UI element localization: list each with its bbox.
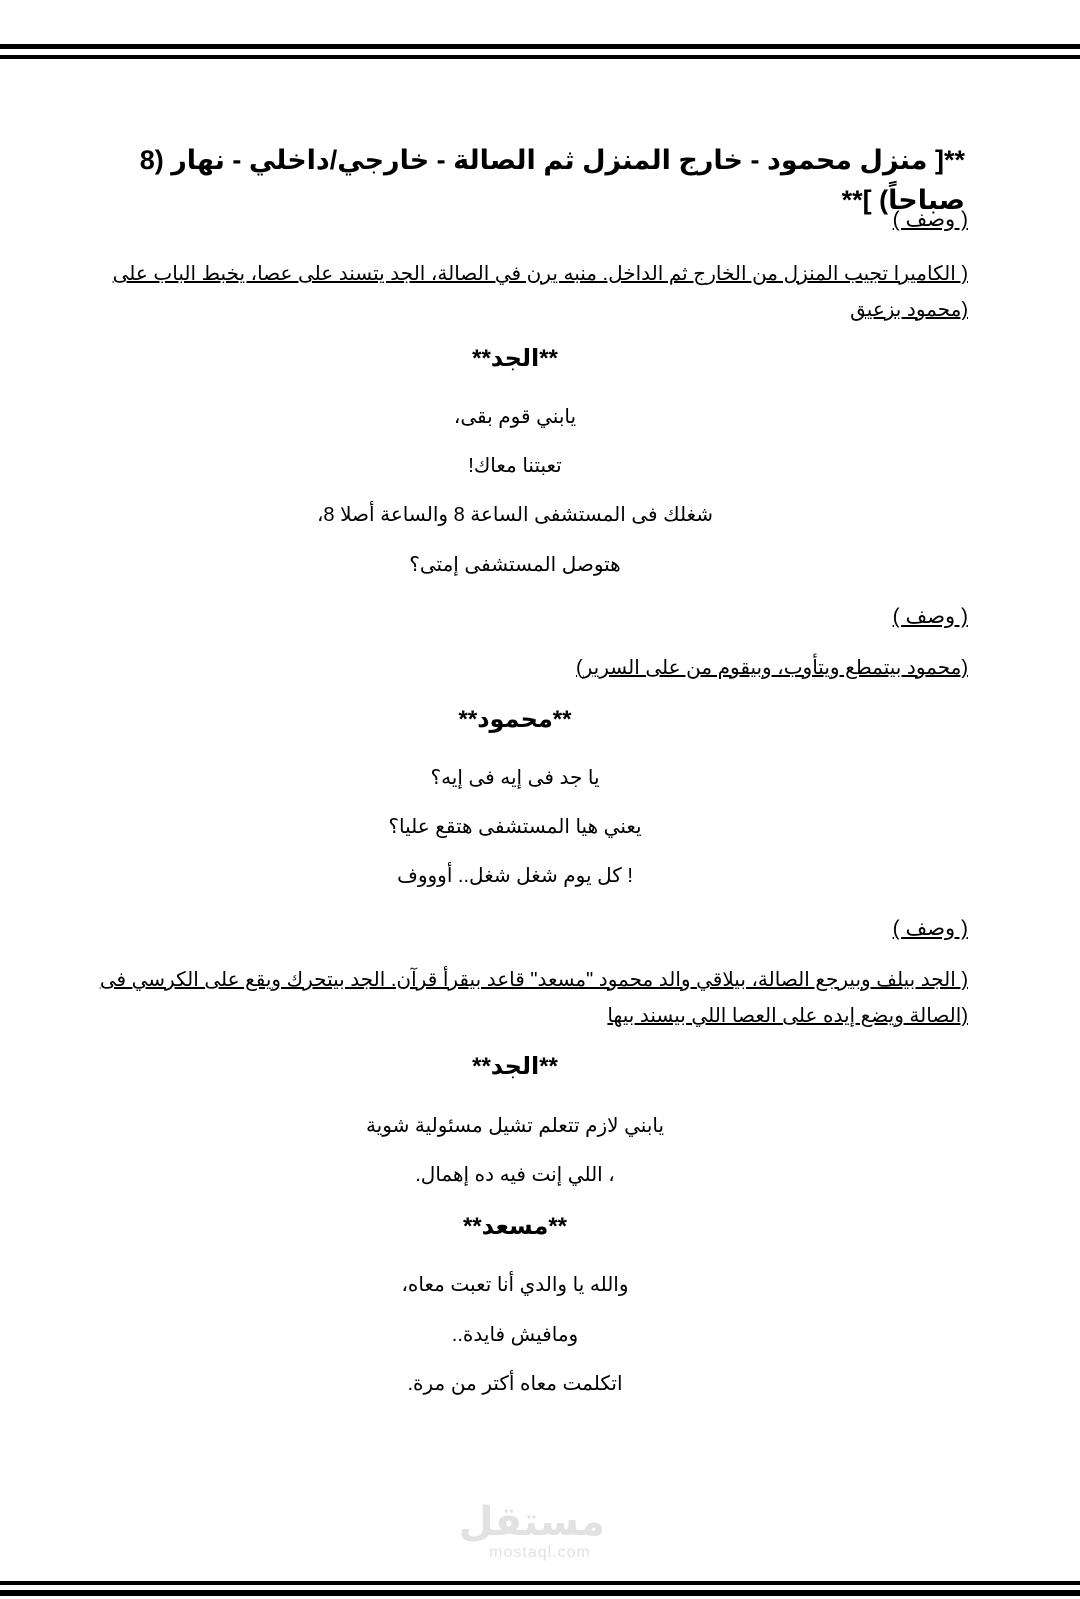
description-label: ( وصف ) <box>892 208 968 231</box>
dialogue-line: ومافيش فايدة.. <box>451 1324 579 1346</box>
bottom-rule-thick <box>0 1590 1080 1596</box>
dialogue-line: يابني قوم بقى، <box>453 406 577 428</box>
character-name: **الجد** <box>472 1053 558 1080</box>
description-label: ( وصف ) <box>892 605 968 628</box>
dialogue-line: يابني لازم تتعلم تشيل مسئولية شوية <box>365 1115 665 1137</box>
dialogue-line: ! كل يوم شغل شغل.. أوووف <box>397 865 633 887</box>
watermark-logo <box>458 1500 605 1562</box>
scene-heading: **[ منزل محمود - خارج المنزل ثم الصالة - خارجي/داخلي - نهار (8 صباحاً) ]** <box>139 145 965 215</box>
watermark-latin: mostaql.com <box>489 1544 591 1561</box>
dialogue-line: يا جد فى إيه فى إيه؟ <box>430 767 600 789</box>
dialogue-line: والله يا والدي أنا تعبت معاه، <box>401 1274 629 1296</box>
description-text: ( الجد بيلف وبيرجع الصالة، بيلاقي والد محمود "مسعد" قاعد بيقرأ قرآن. الجد بيتحرك ويقع على الكرسي فى <box>99 969 968 991</box>
watermark-arabic: مستقل <box>458 1500 605 1544</box>
bottom-rule-thin <box>0 1581 1080 1585</box>
character-name: **محمود** <box>458 706 572 733</box>
description-text: (محمود بيتمطع ويتأوب، وبيقوم من على السرير) <box>575 657 968 679</box>
character-name: **مسعد** <box>462 1213 568 1240</box>
dialogue-line: تعبتنا معاك! <box>468 455 562 477</box>
character-name: **الجد** <box>472 345 558 372</box>
top-rule-thick <box>0 44 1080 49</box>
dialogue-line: يعني هيا المستشفى هتقع عليا؟ <box>388 816 642 838</box>
description-label: ( وصف ) <box>892 917 968 940</box>
description-text: ( الكاميرا تجيب المنزل من الخارج ثم الداخل. منبه يرن في الصالة، الجد يتسند على عصا، يخبط الباب على <box>112 263 968 285</box>
dialogue-line: شغلك فى المستشفى الساعة 8 والساعة أصلا 8، <box>316 504 714 526</box>
description-text-continued: (محمود بزعيق <box>850 299 968 321</box>
description-text-continued: (الصالة ويضع إيده على العصا اللي بيسند بيها <box>607 1005 968 1027</box>
dialogue-line: ، اللي إنت فيه ده إهمال. <box>415 1164 615 1186</box>
dialogue-line: هتوصل المستشفى إمتى؟ <box>409 554 621 576</box>
dialogue-line: اتكلمت معاه أكتر من مرة. <box>407 1373 623 1395</box>
top-rule-thin <box>0 55 1080 59</box>
